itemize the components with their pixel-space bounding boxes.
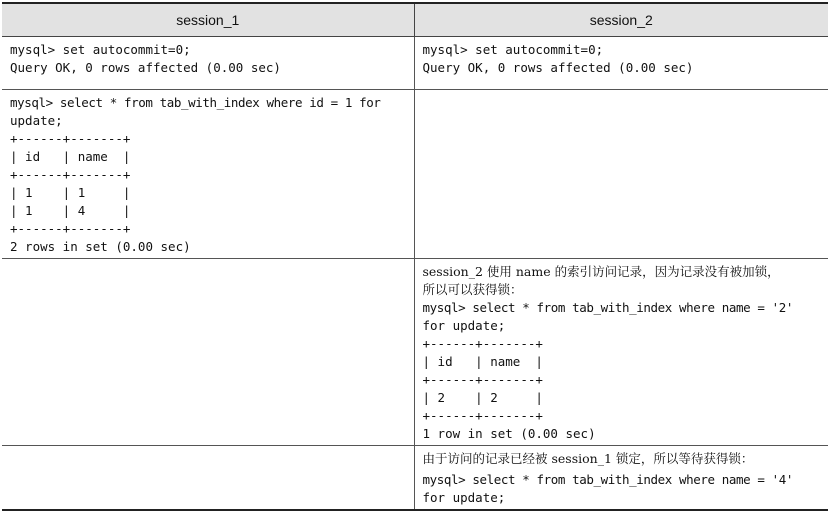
code-line: mysql> set autocommit=0; (10, 42, 191, 57)
session-1-cell (2, 90, 414, 259)
result-row: | 2 | 2 | (422, 390, 543, 405)
table-row (2, 90, 828, 259)
note-line: 由于访问的记录已经被 session_1 锁定，所以等待获得锁： (422, 451, 754, 466)
table-row (2, 37, 828, 90)
code-line: Query OK, 0 rows affected (0.00 sec) (422, 60, 694, 75)
result-summary: 1 row in set (0.00 sec) (422, 426, 596, 441)
result-summary: 2 rows in set (0.00 sec) (10, 239, 191, 254)
code-line: mysql> select * from tab_with_index where name = '4' (422, 472, 794, 487)
result-border: +------+-------+ (422, 408, 543, 423)
header-session-1: session_1 (2, 3, 414, 37)
session-2-cell (414, 37, 828, 90)
result-border: +------+-------+ (10, 167, 131, 182)
result-border: +------+-------+ (422, 372, 543, 387)
result-row: | 1 | 1 | (10, 185, 131, 200)
result-border: +------+-------+ (422, 336, 543, 351)
code-line: update; (10, 113, 63, 128)
code-line: mysql> set autocommit=0; (422, 42, 604, 57)
session-1-cell (2, 259, 414, 446)
code-line: mysql> select * from tab_with_index where id = 1 for (10, 95, 381, 110)
header-session-2: session_2 (414, 3, 828, 37)
code-line: for update; (422, 490, 506, 505)
header-row (2, 3, 828, 37)
session-2-cell (414, 259, 828, 446)
session-2-cell (414, 90, 828, 259)
session-1-cell (2, 446, 414, 511)
result-header: | id | name | (10, 149, 131, 164)
table-row (2, 259, 828, 446)
session-2-cell (414, 446, 828, 511)
code-line: for update; (422, 318, 506, 333)
result-border: +------+-------+ (10, 221, 131, 236)
session-1-cell (2, 37, 414, 90)
note-line: 所以可以获得锁： (422, 282, 523, 297)
table-row (2, 446, 828, 511)
code-line: mysql> select * from tab_with_index where name = '2' (422, 300, 794, 315)
session-comparison-table (2, 2, 828, 511)
code-line: Query OK, 0 rows affected (0.00 sec) (10, 60, 281, 75)
result-border: +------+-------+ (10, 131, 131, 146)
result-row: | 1 | 4 | (10, 203, 131, 218)
note-line: session_2 使用 name 的索引访问记录，因为记录没有被加锁， (422, 264, 780, 279)
result-header: | id | name | (422, 354, 543, 369)
